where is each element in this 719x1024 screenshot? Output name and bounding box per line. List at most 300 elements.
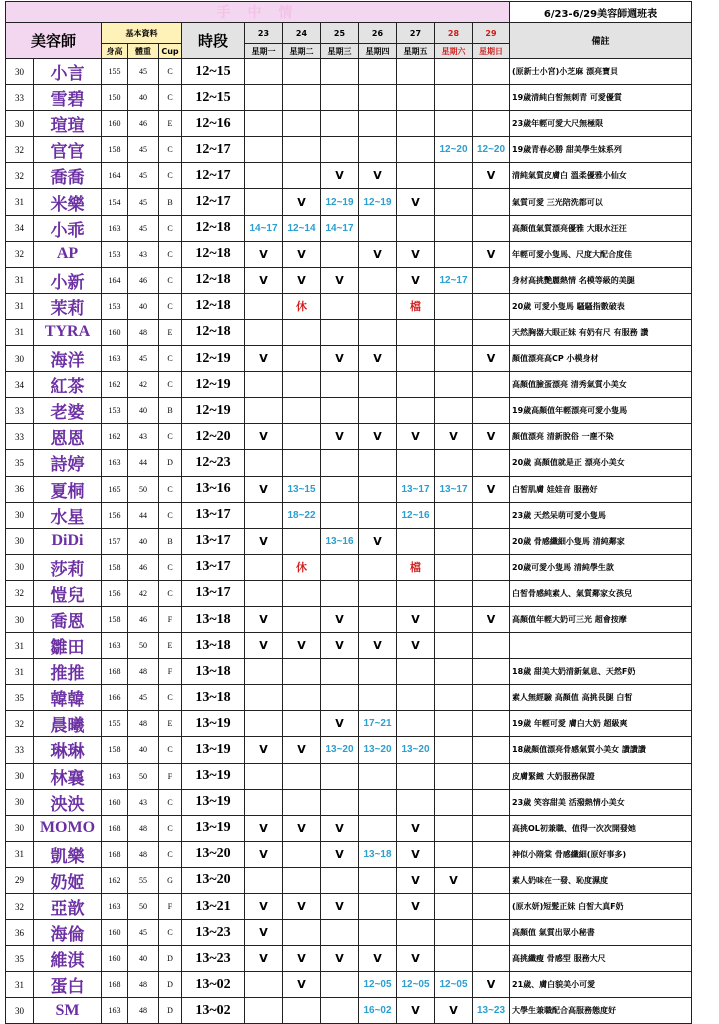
table-row (6, 894, 692, 920)
day-cell: V (245, 894, 283, 920)
day-cell (321, 502, 359, 528)
height-cell: 168 (102, 815, 128, 841)
weight-cell: 42 (128, 372, 159, 398)
day-cell (435, 763, 473, 789)
note-cell: 20歲 高顏值就是正 漂亮小美女 (510, 450, 692, 476)
stylist-name: 推推 (34, 659, 102, 685)
stylist-name: 喬恩 (34, 606, 102, 632)
day-cell (473, 502, 510, 528)
height-cell: 164 (102, 267, 128, 293)
table-row (6, 398, 692, 424)
weight-cell: 50 (128, 894, 159, 920)
cup-cell: C (159, 215, 182, 241)
day-cell (473, 528, 510, 554)
height-cell: 153 (102, 293, 128, 319)
height-cell: 153 (102, 241, 128, 267)
stylist-name: 晨曦 (34, 711, 102, 737)
day-cell: V (473, 424, 510, 450)
day-cell (473, 659, 510, 685)
day-cell (321, 319, 359, 345)
day-cell: V (283, 241, 321, 267)
stylist-name: 夏桐 (34, 476, 102, 502)
day-cell: 13~23 (473, 998, 510, 1024)
table-row (6, 502, 692, 528)
age-cell: 30 (6, 111, 34, 137)
day-cell: V (283, 267, 321, 293)
weight-cell: 50 (128, 633, 159, 659)
day-cell (397, 111, 435, 137)
height-cell: 162 (102, 372, 128, 398)
day-cell (283, 685, 321, 711)
table-row (6, 633, 692, 659)
day-cell (245, 685, 283, 711)
note-cell: 顏值漂亮 清新脫俗 一塵不染 (510, 424, 692, 450)
cup-cell: F (159, 894, 182, 920)
day-cell (321, 580, 359, 606)
day-cell: V (359, 946, 397, 972)
day-cell: V (359, 163, 397, 189)
height-cell: 162 (102, 424, 128, 450)
day-cell: 12~20 (435, 137, 473, 163)
day-cell (435, 372, 473, 398)
height-cell: 158 (102, 737, 128, 763)
day-cell: V (321, 424, 359, 450)
day-cell (435, 111, 473, 137)
day-cell: V (245, 476, 283, 502)
day-cell: V (245, 815, 283, 841)
day-cell: V (435, 424, 473, 450)
day-cell (397, 920, 435, 946)
day-cell: V (397, 241, 435, 267)
day-cell (397, 346, 435, 372)
day-cell (283, 59, 321, 85)
weight-cell: 48 (128, 659, 159, 685)
day-cell: V (245, 424, 283, 450)
cup-cell: C (159, 163, 182, 189)
time-slot-cell: 13~19 (182, 763, 245, 789)
day-cell: V (283, 815, 321, 841)
day-cell: V (359, 528, 397, 554)
day-cell (473, 711, 510, 737)
weight-cell: 40 (128, 737, 159, 763)
day-cell (397, 685, 435, 711)
day-cell (283, 163, 321, 189)
cup-cell: C (159, 920, 182, 946)
weekday-header: 星期六 (435, 44, 473, 59)
day-cell (283, 659, 321, 685)
day-cell (245, 398, 283, 424)
stylist-name: 恩恩 (34, 424, 102, 450)
date-header: 29 (473, 23, 510, 44)
day-cell (321, 789, 359, 815)
weight-cell: 55 (128, 867, 159, 893)
table-row (6, 450, 692, 476)
day-cell (321, 372, 359, 398)
day-cell (321, 972, 359, 998)
note-cell: 19歲清純白皙無刺青 可愛優質 (510, 85, 692, 111)
day-cell: 13~18 (359, 841, 397, 867)
note-cell: 高顏值年輕大奶可三光 超會按摩 (510, 606, 692, 632)
weight-cell: 46 (128, 606, 159, 632)
day-cell (245, 789, 283, 815)
day-cell (245, 293, 283, 319)
weekday-header: 星期一 (245, 44, 283, 59)
day-cell: V (245, 267, 283, 293)
weight-cell: 42 (128, 580, 159, 606)
cup-cell: F (159, 659, 182, 685)
date-header: 26 (359, 23, 397, 44)
height-cell: 157 (102, 528, 128, 554)
weight-cell: 44 (128, 450, 159, 476)
table-row (6, 267, 692, 293)
table-row (6, 867, 692, 893)
day-cell (359, 920, 397, 946)
day-cell (473, 398, 510, 424)
day-cell (321, 920, 359, 946)
stylist-name: 海倫 (34, 920, 102, 946)
day-cell (321, 554, 359, 580)
cup-cell: C (159, 137, 182, 163)
age-cell: 33 (6, 398, 34, 424)
table-row (6, 372, 692, 398)
date-header: 28 (435, 23, 473, 44)
day-cell (283, 528, 321, 554)
day-cell (245, 972, 283, 998)
time-slot-cell: 12~18 (182, 319, 245, 345)
day-cell (245, 319, 283, 345)
day-cell (473, 450, 510, 476)
day-cell: V (321, 841, 359, 867)
note-cell: (原水妍)短髮正妹 白皙大真F奶 (510, 894, 692, 920)
day-cell (435, 319, 473, 345)
day-cell (283, 372, 321, 398)
day-cell: V (397, 267, 435, 293)
time-slot-cell: 13~20 (182, 867, 245, 893)
age-cell: 35 (6, 946, 34, 972)
day-cell (359, 659, 397, 685)
table-row (6, 920, 692, 946)
weight-cell: 45 (128, 685, 159, 711)
table-row (6, 554, 692, 580)
weight-cell: 45 (128, 163, 159, 189)
note-cell (510, 633, 692, 659)
note-cell: 清純氣質皮膚白 溫柔優雅小仙女 (510, 163, 692, 189)
day-cell: 18~22 (283, 502, 321, 528)
stylist-name: 莎莉 (34, 554, 102, 580)
time-slot-cell: 12~19 (182, 372, 245, 398)
day-cell: V (435, 998, 473, 1024)
day-cell (359, 815, 397, 841)
day-cell: 17~21 (359, 711, 397, 737)
day-cell: V (359, 633, 397, 659)
height-cell: 160 (102, 946, 128, 972)
date-header: 25 (321, 23, 359, 44)
time-slot-cell: 13~21 (182, 894, 245, 920)
weight-cell: 45 (128, 137, 159, 163)
day-cell (397, 372, 435, 398)
day-cell: 12~20 (473, 137, 510, 163)
day-cell: V (283, 633, 321, 659)
day-cell: V (397, 633, 435, 659)
height-cell: 158 (102, 606, 128, 632)
day-cell: 12~05 (435, 972, 473, 998)
time-slot-cell: 13~23 (182, 946, 245, 972)
day-cell (283, 346, 321, 372)
day-cell: V (397, 815, 435, 841)
time-slot-cell: 12~18 (182, 241, 245, 267)
day-cell: V (473, 476, 510, 502)
day-cell: 12~16 (397, 502, 435, 528)
day-cell: 檔 (397, 554, 435, 580)
day-cell: V (245, 346, 283, 372)
stylist-name: 維淇 (34, 946, 102, 972)
stylist-name: 愷兒 (34, 580, 102, 606)
age-cell: 31 (6, 293, 34, 319)
day-cell (283, 867, 321, 893)
day-cell: V (321, 633, 359, 659)
day-cell (359, 580, 397, 606)
time-slot-cell: 12~15 (182, 59, 245, 85)
day-cell (359, 85, 397, 111)
note-cell: 年輕可愛小隻馬、尺度大配合度佳 (510, 241, 692, 267)
day-cell: V (321, 606, 359, 632)
note-cell: 皮膚緊緻 大奶服務保證 (510, 763, 692, 789)
day-cell (245, 59, 283, 85)
day-cell (245, 763, 283, 789)
day-cell: V (473, 606, 510, 632)
day-cell: V (359, 346, 397, 372)
time-slot-cell: 13~19 (182, 737, 245, 763)
cup-cell: C (159, 267, 182, 293)
day-cell (359, 476, 397, 502)
height-cell: 155 (102, 711, 128, 737)
day-cell (283, 85, 321, 111)
age-cell: 32 (6, 137, 34, 163)
day-cell (435, 946, 473, 972)
day-cell: V (245, 946, 283, 972)
time-slot-cell: 12~15 (182, 85, 245, 111)
day-cell (283, 319, 321, 345)
table-row (6, 998, 692, 1024)
age-cell: 35 (6, 685, 34, 711)
day-cell: V (245, 528, 283, 554)
note-cell: 氣質可愛 三光陪洗都可以 (510, 189, 692, 215)
time-slot-cell: 13~02 (182, 998, 245, 1024)
day-cell (435, 894, 473, 920)
day-cell: V (321, 163, 359, 189)
time-slot-cell: 12~20 (182, 424, 245, 450)
note-cell: 大學生兼職配合高服務態度好 (510, 998, 692, 1024)
note-cell: 天然胸器大眼正妹 有奶有尺 有服務 讚 (510, 319, 692, 345)
table-row (6, 946, 692, 972)
time-slot-cell: 12~23 (182, 450, 245, 476)
day-cell: 13~17 (397, 476, 435, 502)
day-cell (283, 711, 321, 737)
note-cell: 高挑纖瘦 骨感型 服務大尺 (510, 946, 692, 972)
stylist-name: SM (34, 998, 102, 1024)
age-cell: 32 (6, 711, 34, 737)
day-cell (397, 215, 435, 241)
height-cell: 163 (102, 215, 128, 241)
time-slot-cell: 13~17 (182, 580, 245, 606)
day-cell: 16~02 (359, 998, 397, 1024)
weight-cell: 43 (128, 424, 159, 450)
day-cell: V (283, 189, 321, 215)
note-cell: 身材高挑艷麗熱情 名模等級的美腿 (510, 267, 692, 293)
stylist-name: 奶姬 (34, 867, 102, 893)
schedule-table (5, 1, 692, 1024)
day-cell: V (473, 163, 510, 189)
age-cell: 30 (6, 346, 34, 372)
height-cell: 164 (102, 163, 128, 189)
table-row (6, 580, 692, 606)
day-cell: V (283, 737, 321, 763)
day-cell (359, 450, 397, 476)
day-cell: V (283, 894, 321, 920)
date-range-label: 6/23-6/29美容師週班表 (510, 2, 692, 23)
day-cell (283, 998, 321, 1024)
day-cell (435, 789, 473, 815)
date-header: 23 (245, 23, 283, 44)
weight-cell: 43 (128, 241, 159, 267)
cup-cell: E (159, 319, 182, 345)
cup-cell: C (159, 85, 182, 111)
day-cell (397, 59, 435, 85)
cup-cell: D (159, 998, 182, 1024)
day-cell: V (359, 241, 397, 267)
day-cell (435, 659, 473, 685)
time-slot-cell: 13~20 (182, 841, 245, 867)
time-slot-cell: 13~23 (182, 920, 245, 946)
day-cell (283, 606, 321, 632)
day-cell: 14~17 (321, 215, 359, 241)
day-cell: 13~20 (321, 737, 359, 763)
height-cell: 168 (102, 841, 128, 867)
weight-cell: 40 (128, 946, 159, 972)
day-cell (473, 946, 510, 972)
day-cell: V (397, 894, 435, 920)
day-cell (473, 763, 510, 789)
day-cell (435, 215, 473, 241)
day-cell: V (321, 267, 359, 293)
day-cell (435, 815, 473, 841)
age-cell: 33 (6, 85, 34, 111)
table-row (6, 763, 692, 789)
weight-cell: 45 (128, 346, 159, 372)
age-cell: 34 (6, 215, 34, 241)
day-cell (397, 137, 435, 163)
day-cell (435, 85, 473, 111)
stylist-name: 茉莉 (34, 293, 102, 319)
day-cell: V (435, 867, 473, 893)
stylist-name: 小新 (34, 267, 102, 293)
day-cell (473, 59, 510, 85)
weight-cell: 50 (128, 763, 159, 789)
time-slot-cell: 13~17 (182, 528, 245, 554)
day-cell: 休 (283, 554, 321, 580)
weight-cell: 46 (128, 267, 159, 293)
height-cell: 158 (102, 554, 128, 580)
table-row (6, 346, 692, 372)
age-cell: 36 (6, 920, 34, 946)
stylist-name: 雪碧 (34, 85, 102, 111)
note-cell: 23歲 笑容甜美 活潑熱情小美女 (510, 789, 692, 815)
day-cell (473, 267, 510, 293)
day-cell: V (245, 737, 283, 763)
weekday-header: 星期五 (397, 44, 435, 59)
cup-cell: C (159, 502, 182, 528)
day-cell: 13~20 (359, 737, 397, 763)
day-cell (473, 319, 510, 345)
time-column-header: 時段 (182, 23, 245, 59)
day-cell (321, 111, 359, 137)
day-cell (283, 450, 321, 476)
time-slot-cell: 13~19 (182, 815, 245, 841)
cup-cell: D (159, 450, 182, 476)
day-cell (283, 111, 321, 137)
day-cell (245, 580, 283, 606)
day-cell: V (321, 894, 359, 920)
weight-cell: 46 (128, 554, 159, 580)
age-cell: 32 (6, 163, 34, 189)
weight-cell: 40 (128, 293, 159, 319)
weight-cell: 48 (128, 998, 159, 1024)
table-row (6, 215, 692, 241)
note-cell: 18歲顏值漂亮骨感氣質小美女 讚讚讚 (510, 737, 692, 763)
day-cell: 12~19 (321, 189, 359, 215)
day-cell (473, 189, 510, 215)
note-cell: 20歲 可愛小隻馬 騷騷指數破表 (510, 293, 692, 319)
day-cell (397, 763, 435, 789)
table-row (6, 424, 692, 450)
stylist-name: 官官 (34, 137, 102, 163)
time-slot-cell: 13~18 (182, 606, 245, 632)
date-header: 24 (283, 23, 321, 44)
cup-cell: C (159, 293, 182, 319)
note-cell: 19歲高顏值年輕漂亮可愛小隻馬 (510, 398, 692, 424)
cup-cell: B (159, 398, 182, 424)
age-cell: 31 (6, 659, 34, 685)
day-cell (245, 711, 283, 737)
height-cell: 163 (102, 346, 128, 372)
day-cell (245, 137, 283, 163)
age-cell: 31 (6, 189, 34, 215)
day-cell (245, 372, 283, 398)
height-cell: 163 (102, 998, 128, 1024)
table-row (6, 319, 692, 345)
weekday-header: 星期三 (321, 44, 359, 59)
day-cell: V (397, 424, 435, 450)
stylist-name: 韓韓 (34, 685, 102, 711)
day-cell (435, 633, 473, 659)
height-cell: 163 (102, 763, 128, 789)
weight-cell: 48 (128, 815, 159, 841)
table-row (6, 85, 692, 111)
table-row (6, 528, 692, 554)
day-cell: V (321, 946, 359, 972)
day-cell (359, 867, 397, 893)
day-cell (283, 580, 321, 606)
note-cell: (原新士小宮)小芝麻 漂亮寶貝 (510, 59, 692, 85)
day-cell (397, 450, 435, 476)
day-cell (473, 789, 510, 815)
weight-cell: 48 (128, 319, 159, 345)
stylist-name: 泱泱 (34, 789, 102, 815)
age-cell: 30 (6, 789, 34, 815)
stylist-name: 瑄瑄 (34, 111, 102, 137)
time-slot-cell: 12~19 (182, 398, 245, 424)
note-cell: 23歲 天然呆萌可愛小隻馬 (510, 502, 692, 528)
